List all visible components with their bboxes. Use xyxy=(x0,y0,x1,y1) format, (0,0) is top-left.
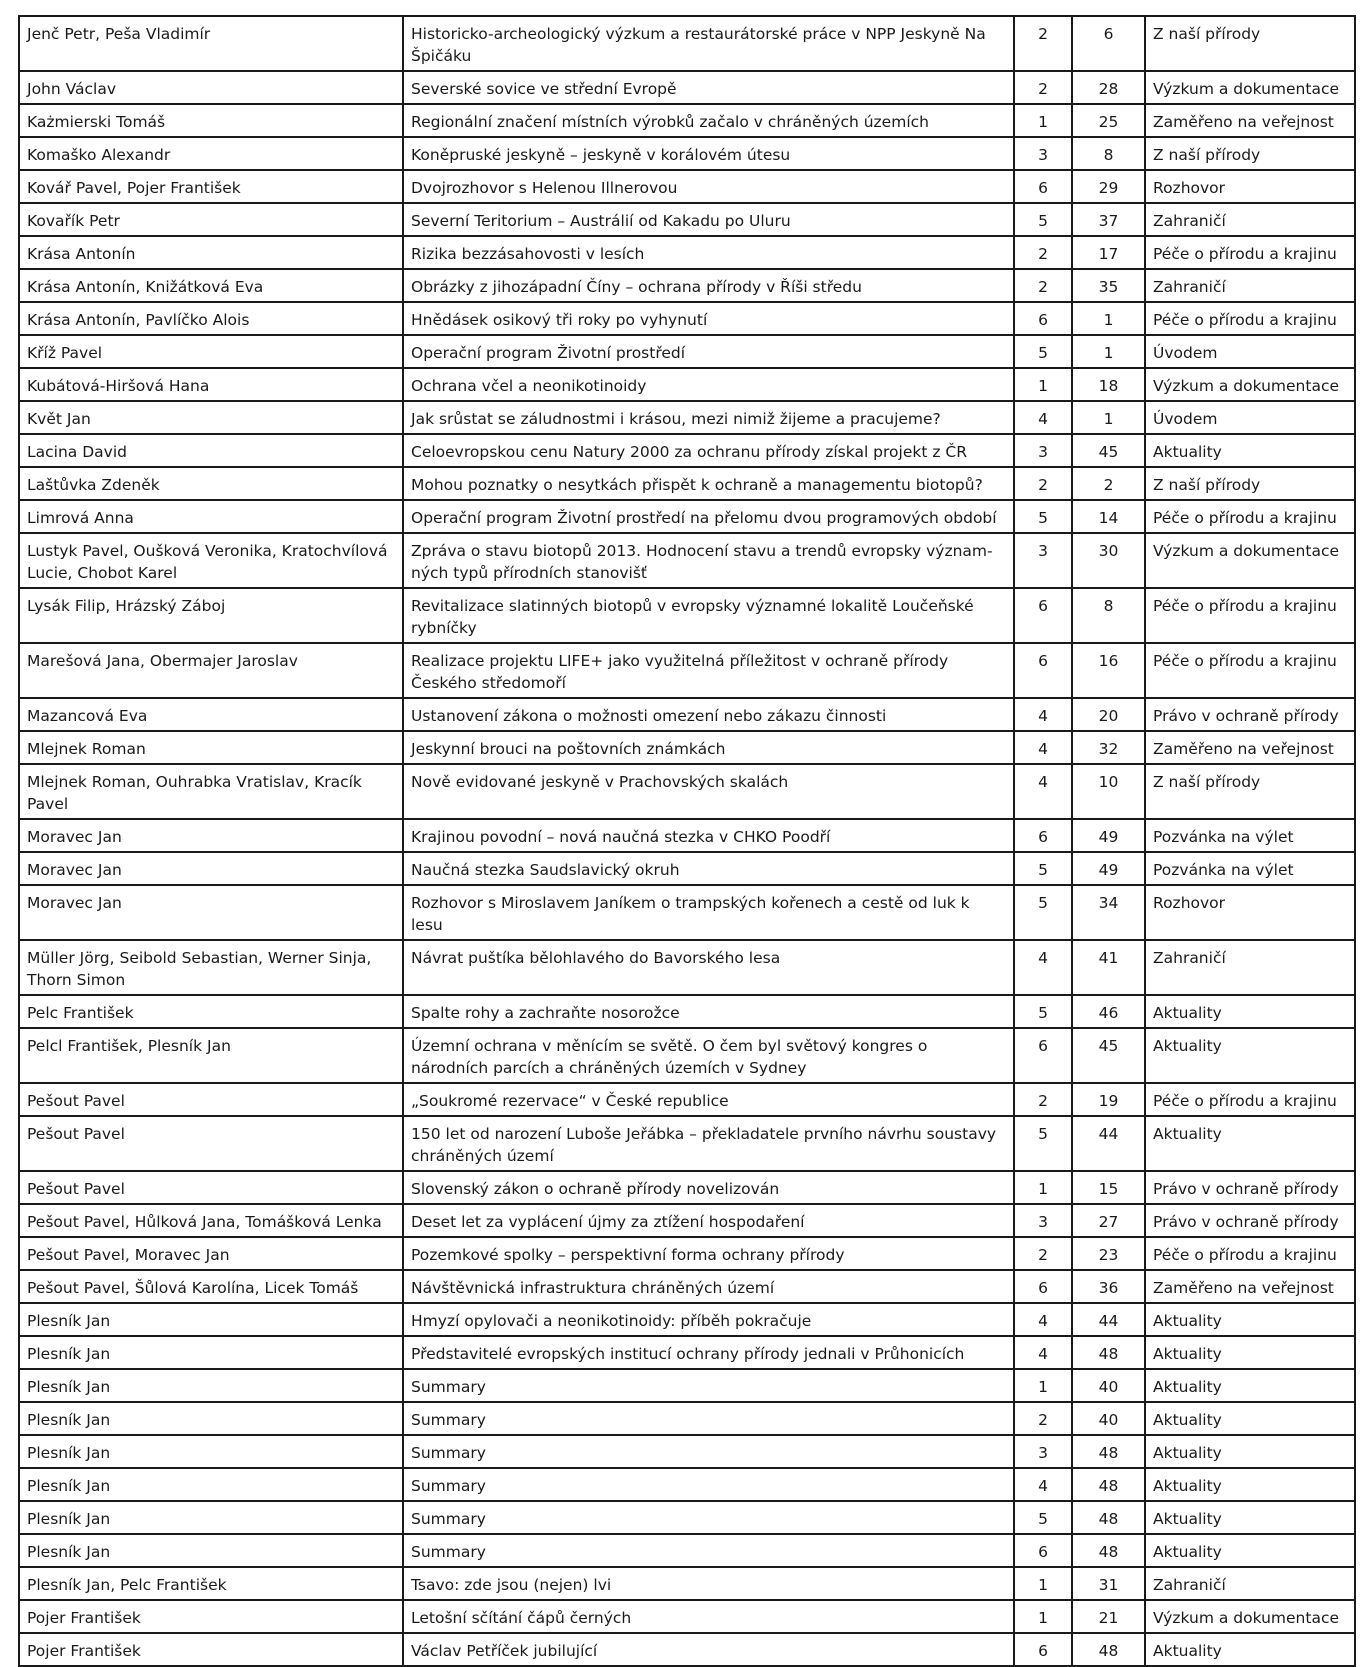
issue-number-cell: 5 xyxy=(1014,500,1072,533)
page-number-cell: 23 xyxy=(1072,1237,1145,1270)
author-cell: Każmierski Tomáš xyxy=(19,104,403,137)
section-cell: Z naší přírody xyxy=(1145,137,1355,170)
issue-number-cell: 6 xyxy=(1014,819,1072,852)
table-row xyxy=(19,236,1355,269)
table-row xyxy=(19,1237,1355,1270)
author-cell: Plesník Jan xyxy=(19,1336,403,1369)
section-cell: Zahraničí xyxy=(1145,940,1355,995)
page-number-cell: 29 xyxy=(1072,170,1145,203)
section-cell: Péče o přírodu a krajinu xyxy=(1145,1237,1355,1270)
title-cell: Návrat puštíka bělohlavého do Bavorského lesa xyxy=(403,940,1014,995)
section-cell: Rozhovor xyxy=(1145,885,1355,940)
table-row xyxy=(19,1468,1355,1501)
table-row xyxy=(19,643,1355,698)
issue-number-cell: 3 xyxy=(1014,137,1072,170)
issue-number-cell: 4 xyxy=(1014,731,1072,764)
title-cell: Územní ochrana v měnícím se světě. O čem byl světový kongres o národních parcích a chráněných územích v Sydney xyxy=(403,1028,1014,1083)
table-row xyxy=(19,1567,1355,1600)
issue-number-cell: 3 xyxy=(1014,1435,1072,1468)
title-cell: Slovenský zákon o ochraně přírody novelizován xyxy=(403,1171,1014,1204)
author-cell: Plesník Jan, Pelc František xyxy=(19,1567,403,1600)
table-row xyxy=(19,1600,1355,1633)
section-cell: Z naší přírody xyxy=(1145,467,1355,500)
author-cell: Pelc František xyxy=(19,995,403,1028)
table-row xyxy=(19,1028,1355,1083)
issue-number-cell: 6 xyxy=(1014,302,1072,335)
page-number-cell: 48 xyxy=(1072,1336,1145,1369)
section-cell: Pozvánka na výlet xyxy=(1145,819,1355,852)
title-cell: Letošní sčítání čápů černých xyxy=(403,1600,1014,1633)
table-row xyxy=(19,434,1355,467)
table-row xyxy=(19,1534,1355,1567)
section-cell: Výzkum a dokumentace xyxy=(1145,1600,1355,1633)
page-number-cell: 1 xyxy=(1072,335,1145,368)
issue-number-cell: 1 xyxy=(1014,1567,1072,1600)
section-cell: Aktuality xyxy=(1145,1402,1355,1435)
author-cell: Kovář Pavel, Pojer František xyxy=(19,170,403,203)
author-cell: Lysák Filip, Hrázský Záboj xyxy=(19,588,403,643)
author-cell: Plesník Jan xyxy=(19,1468,403,1501)
table-row xyxy=(19,1369,1355,1402)
author-cell: Mlejnek Roman xyxy=(19,731,403,764)
page-number-cell: 27 xyxy=(1072,1204,1145,1237)
page-number-cell: 8 xyxy=(1072,588,1145,643)
table-row xyxy=(19,1303,1355,1336)
table-row xyxy=(19,698,1355,731)
issue-number-cell: 6 xyxy=(1014,1028,1072,1083)
author-cell: Květ Jan xyxy=(19,401,403,434)
title-cell: Václav Petříček jubilující xyxy=(403,1633,1014,1666)
table-row xyxy=(19,302,1355,335)
issue-number-cell: 5 xyxy=(1014,335,1072,368)
title-cell: Summary xyxy=(403,1534,1014,1567)
author-cell: Pojer František xyxy=(19,1600,403,1633)
table-row xyxy=(19,1204,1355,1237)
issue-number-cell: 6 xyxy=(1014,643,1072,698)
author-cell: Komaško Alexandr xyxy=(19,137,403,170)
issue-number-cell: 1 xyxy=(1014,104,1072,137)
page-number-cell: 49 xyxy=(1072,852,1145,885)
title-cell: Severské sovice ve střední Evropě xyxy=(403,71,1014,104)
page-number-cell: 19 xyxy=(1072,1083,1145,1116)
title-cell: Obrázky z jihozápadní Číny – ochrana přírody v Říši středu xyxy=(403,269,1014,302)
issue-number-cell: 5 xyxy=(1014,995,1072,1028)
title-cell: Summary xyxy=(403,1468,1014,1501)
issue-number-cell: 4 xyxy=(1014,401,1072,434)
table-row xyxy=(19,1435,1355,1468)
section-cell: Péče o přírodu a krajinu xyxy=(1145,1083,1355,1116)
issue-number-cell: 2 xyxy=(1014,1083,1072,1116)
issue-number-cell: 4 xyxy=(1014,940,1072,995)
page-number-cell: 41 xyxy=(1072,940,1145,995)
section-cell: Právo v ochraně přírody xyxy=(1145,1204,1355,1237)
table-row xyxy=(19,335,1355,368)
issue-number-cell: 2 xyxy=(1014,269,1072,302)
issue-number-cell: 1 xyxy=(1014,1369,1072,1402)
title-cell: Krajinou povodní – nová naučná stezka v CHKO Poodří xyxy=(403,819,1014,852)
page-number-cell: 44 xyxy=(1072,1303,1145,1336)
issue-number-cell: 2 xyxy=(1014,236,1072,269)
table-row xyxy=(19,731,1355,764)
author-cell: Lustyk Pavel, Oušková Veronika, Kratochvílová Lucie, Chobot Karel xyxy=(19,533,403,588)
title-cell: Summary xyxy=(403,1435,1014,1468)
section-cell: Péče o přírodu a krajinu xyxy=(1145,302,1355,335)
page-number-cell: 30 xyxy=(1072,533,1145,588)
articles-index-table xyxy=(18,15,1356,1667)
title-cell: Regionální značení místních výrobků začalo v chráněných územích xyxy=(403,104,1014,137)
author-cell: Moravec Jan xyxy=(19,819,403,852)
page-number-cell: 36 xyxy=(1072,1270,1145,1303)
author-cell: Plesník Jan xyxy=(19,1303,403,1336)
page-number-cell: 14 xyxy=(1072,500,1145,533)
issue-number-cell: 4 xyxy=(1014,764,1072,819)
page-number-cell: 6 xyxy=(1072,16,1145,71)
page-number-cell: 48 xyxy=(1072,1534,1145,1567)
title-cell: Koněpruské jeskyně – jeskyně v korálovém útesu xyxy=(403,137,1014,170)
author-cell: Pelcl František, Plesník Jan xyxy=(19,1028,403,1083)
title-cell: Tsavo: zde jsou (nejen) lvi xyxy=(403,1567,1014,1600)
title-cell: Summary xyxy=(403,1402,1014,1435)
title-cell: Dvojrozhovor s Helenou Illnerovou xyxy=(403,170,1014,203)
table-row xyxy=(19,995,1355,1028)
section-cell: Zaměřeno na veřejnost xyxy=(1145,1270,1355,1303)
section-cell: Péče o přírodu a krajinu xyxy=(1145,588,1355,643)
author-cell: Moravec Jan xyxy=(19,885,403,940)
table-row xyxy=(19,819,1355,852)
issue-number-cell: 5 xyxy=(1014,852,1072,885)
title-cell: Mohou poznatky o nesytkách přispět k ochraně a managementu biotopů? xyxy=(403,467,1014,500)
page-number-cell: 31 xyxy=(1072,1567,1145,1600)
table-row xyxy=(19,203,1355,236)
section-cell: Úvodem xyxy=(1145,401,1355,434)
page-number-cell: 17 xyxy=(1072,236,1145,269)
section-cell: Zaměřeno na veřejnost xyxy=(1145,104,1355,137)
section-cell: Aktuality xyxy=(1145,1336,1355,1369)
page-number-cell: 40 xyxy=(1072,1402,1145,1435)
page-number-cell: 25 xyxy=(1072,104,1145,137)
section-cell: Výzkum a dokumentace xyxy=(1145,71,1355,104)
section-cell: Právo v ochraně přírody xyxy=(1145,698,1355,731)
section-cell: Výzkum a dokumentace xyxy=(1145,533,1355,588)
title-cell: Naučná stezka Saudslavický okruh xyxy=(403,852,1014,885)
issue-number-cell: 5 xyxy=(1014,1501,1072,1534)
author-cell: John Václav xyxy=(19,71,403,104)
title-cell: Deset let za vyplácení újmy za ztížení hospodaření xyxy=(403,1204,1014,1237)
page-number-cell: 45 xyxy=(1072,434,1145,467)
table-body xyxy=(19,16,1355,1666)
title-cell: Historicko-archeologický výzkum a restaurátorské práce v NPP Jeskyně Na Špičáku xyxy=(403,16,1014,71)
title-cell: Operační program Životní prostředí na přelomu dvou programových období xyxy=(403,500,1014,533)
section-cell: Pozvánka na výlet xyxy=(1145,852,1355,885)
table-row xyxy=(19,170,1355,203)
author-cell: Plesník Jan xyxy=(19,1534,403,1567)
section-cell: Aktuality xyxy=(1145,1435,1355,1468)
section-cell: Aktuality xyxy=(1145,1116,1355,1171)
section-cell: Péče o přírodu a krajinu xyxy=(1145,500,1355,533)
table-row xyxy=(19,401,1355,434)
issue-number-cell: 1 xyxy=(1014,1600,1072,1633)
table-row xyxy=(19,1501,1355,1534)
page-number-cell: 48 xyxy=(1072,1468,1145,1501)
table-row xyxy=(19,71,1355,104)
author-cell: Krása Antonín, Knižátková Eva xyxy=(19,269,403,302)
section-cell: Z naší přírody xyxy=(1145,764,1355,819)
title-cell: Summary xyxy=(403,1501,1014,1534)
author-cell: Plesník Jan xyxy=(19,1402,403,1435)
table-row xyxy=(19,368,1355,401)
page-number-cell: 40 xyxy=(1072,1369,1145,1402)
table-row xyxy=(19,467,1355,500)
title-cell: 150 let od narození Luboše Jeřábka – překladatele prvního návrhu soustavy chráněných území xyxy=(403,1116,1014,1171)
issue-number-cell: 6 xyxy=(1014,1534,1072,1567)
page-number-cell: 48 xyxy=(1072,1633,1145,1666)
table-row xyxy=(19,1116,1355,1171)
author-cell: Laštůvka Zdeněk xyxy=(19,467,403,500)
title-cell: Jeskynní brouci na poštovních známkách xyxy=(403,731,1014,764)
issue-number-cell: 2 xyxy=(1014,71,1072,104)
page-number-cell: 35 xyxy=(1072,269,1145,302)
title-cell: Nově evidované jeskyně v Prachovských skalách xyxy=(403,764,1014,819)
author-cell: Pešout Pavel, Šůlová Karolína, Licek Tomáš xyxy=(19,1270,403,1303)
title-cell: Revitalizace slatinných biotopů v evropsky významné lokalitě Loučeňské rybníčky xyxy=(403,588,1014,643)
issue-number-cell: 6 xyxy=(1014,170,1072,203)
page-number-cell: 21 xyxy=(1072,1600,1145,1633)
table-row xyxy=(19,588,1355,643)
author-cell: Moravec Jan xyxy=(19,852,403,885)
title-cell: Hnědásek osikový tři roky po vyhynutí xyxy=(403,302,1014,335)
page-number-cell: 44 xyxy=(1072,1116,1145,1171)
section-cell: Péče o přírodu a krajinu xyxy=(1145,643,1355,698)
table-row xyxy=(19,940,1355,995)
title-cell: Celoevropskou cenu Natury 2000 za ochranu přírody získal projekt z ČR xyxy=(403,434,1014,467)
page-number-cell: 1 xyxy=(1072,401,1145,434)
table-row xyxy=(19,852,1355,885)
issue-number-cell: 1 xyxy=(1014,368,1072,401)
section-cell: Aktuality xyxy=(1145,1468,1355,1501)
page-number-cell: 37 xyxy=(1072,203,1145,236)
author-cell: Krása Antonín xyxy=(19,236,403,269)
section-cell: Zaměřeno na veřejnost xyxy=(1145,731,1355,764)
issue-number-cell: 2 xyxy=(1014,1402,1072,1435)
section-cell: Aktuality xyxy=(1145,1028,1355,1083)
title-cell: „Soukromé rezervace“ v České republice xyxy=(403,1083,1014,1116)
table-row xyxy=(19,533,1355,588)
author-cell: Plesník Jan xyxy=(19,1369,403,1402)
page-number-cell: 45 xyxy=(1072,1028,1145,1083)
table-row xyxy=(19,1633,1355,1666)
table-row xyxy=(19,1270,1355,1303)
issue-number-cell: 6 xyxy=(1014,1270,1072,1303)
issue-number-cell: 4 xyxy=(1014,1336,1072,1369)
page-number-cell: 49 xyxy=(1072,819,1145,852)
author-cell: Plesník Jan xyxy=(19,1501,403,1534)
title-cell: Návštěvnická infrastruktura chráněných území xyxy=(403,1270,1014,1303)
page-number-cell: 2 xyxy=(1072,467,1145,500)
page-number-cell: 32 xyxy=(1072,731,1145,764)
section-cell: Aktuality xyxy=(1145,1303,1355,1336)
author-cell: Marešová Jana, Obermajer Jaroslav xyxy=(19,643,403,698)
title-cell: Operační program Životní prostředí xyxy=(403,335,1014,368)
title-cell: Rozhovor s Miroslavem Janíkem o trampských kořenech a cestě od luk k lesu xyxy=(403,885,1014,940)
author-cell: Pešout Pavel, Moravec Jan xyxy=(19,1237,403,1270)
title-cell: Ochrana včel a neonikotinoidy xyxy=(403,368,1014,401)
author-cell: Pešout Pavel xyxy=(19,1083,403,1116)
page-number-cell: 48 xyxy=(1072,1435,1145,1468)
title-cell: Realizace projektu LIFE+ jako využitelná příležitost v ochraně přírody Českého středomoří xyxy=(403,643,1014,698)
section-cell: Úvodem xyxy=(1145,335,1355,368)
title-cell: Ustanovení zákona o možnosti omezení nebo zákazu činnosti xyxy=(403,698,1014,731)
page-number-cell: 18 xyxy=(1072,368,1145,401)
issue-number-cell: 5 xyxy=(1014,203,1072,236)
title-cell: Rizika bezzásahovosti v lesích xyxy=(403,236,1014,269)
table-row xyxy=(19,885,1355,940)
author-cell: Jenč Petr, Peša Vladimír xyxy=(19,16,403,71)
author-cell: Pešout Pavel xyxy=(19,1116,403,1171)
section-cell: Zahraničí xyxy=(1145,203,1355,236)
table-row xyxy=(19,16,1355,71)
title-cell: Zpráva o stavu biotopů 2013. Hodnocení stavu a trendů evropsky významných typů přírodních stanovišť xyxy=(403,533,1014,588)
author-cell: Pešout Pavel, Hůlková Jana, Tomášková Lenka xyxy=(19,1204,403,1237)
issue-number-cell: 4 xyxy=(1014,1468,1072,1501)
table-row xyxy=(19,1171,1355,1204)
author-cell: Pešout Pavel xyxy=(19,1171,403,1204)
author-cell: Müller Jörg, Seibold Sebastian, Werner Sinja, Thorn Simon xyxy=(19,940,403,995)
author-cell: Krása Antonín, Pavlíčko Alois xyxy=(19,302,403,335)
page-number-cell: 15 xyxy=(1072,1171,1145,1204)
issue-number-cell: 2 xyxy=(1014,467,1072,500)
table-row xyxy=(19,1336,1355,1369)
page-number-cell: 20 xyxy=(1072,698,1145,731)
table-row xyxy=(19,500,1355,533)
issue-number-cell: 2 xyxy=(1014,16,1072,71)
page-number-cell: 48 xyxy=(1072,1501,1145,1534)
section-cell: Zahraničí xyxy=(1145,269,1355,302)
section-cell: Aktuality xyxy=(1145,1534,1355,1567)
page-number-cell: 46 xyxy=(1072,995,1145,1028)
page-number-cell: 10 xyxy=(1072,764,1145,819)
section-cell: Rozhovor xyxy=(1145,170,1355,203)
issue-number-cell: 4 xyxy=(1014,1303,1072,1336)
table-row xyxy=(19,269,1355,302)
author-cell: Pojer František xyxy=(19,1633,403,1666)
issue-number-cell: 3 xyxy=(1014,533,1072,588)
table-row xyxy=(19,1402,1355,1435)
title-cell: Pozemkové spolky – perspektivní forma ochrany přírody xyxy=(403,1237,1014,1270)
title-cell: Spalte rohy a zachraňte nosorožce xyxy=(403,995,1014,1028)
issue-number-cell: 3 xyxy=(1014,434,1072,467)
title-cell: Jak srůstat se záludnostmi i krásou, mezi nimiž žijeme a pracujeme? xyxy=(403,401,1014,434)
issue-number-cell: 6 xyxy=(1014,1633,1072,1666)
section-cell: Aktuality xyxy=(1145,1369,1355,1402)
author-cell: Kubátová-Hiršová Hana xyxy=(19,368,403,401)
issue-number-cell: 1 xyxy=(1014,1171,1072,1204)
table-row xyxy=(19,1083,1355,1116)
section-cell: Aktuality xyxy=(1145,1633,1355,1666)
author-cell: Mlejnek Roman, Ouhrabka Vratislav, Kracík Pavel xyxy=(19,764,403,819)
author-cell: Plesník Jan xyxy=(19,1435,403,1468)
author-cell: Mazancová Eva xyxy=(19,698,403,731)
page-number-cell: 8 xyxy=(1072,137,1145,170)
section-cell: Výzkum a dokumentace xyxy=(1145,368,1355,401)
issue-number-cell: 5 xyxy=(1014,885,1072,940)
table-row xyxy=(19,137,1355,170)
page-number-cell: 16 xyxy=(1072,643,1145,698)
page-number-cell: 28 xyxy=(1072,71,1145,104)
issue-number-cell: 2 xyxy=(1014,1237,1072,1270)
section-cell: Právo v ochraně přírody xyxy=(1145,1171,1355,1204)
issue-number-cell: 6 xyxy=(1014,588,1072,643)
title-cell: Summary xyxy=(403,1369,1014,1402)
author-cell: Lacina David xyxy=(19,434,403,467)
issue-number-cell: 3 xyxy=(1014,1204,1072,1237)
section-cell: Aktuality xyxy=(1145,995,1355,1028)
section-cell: Péče o přírodu a krajinu xyxy=(1145,236,1355,269)
title-cell: Představitelé evropských institucí ochrany přírody jednali v Průhonicích xyxy=(403,1336,1014,1369)
table-row xyxy=(19,764,1355,819)
table-row xyxy=(19,104,1355,137)
section-cell: Zahraničí xyxy=(1145,1567,1355,1600)
issue-number-cell: 5 xyxy=(1014,1116,1072,1171)
title-cell: Severní Teritorium – Austrálií od Kakadu po Uluru xyxy=(403,203,1014,236)
issue-number-cell: 4 xyxy=(1014,698,1072,731)
author-cell: Kovařík Petr xyxy=(19,203,403,236)
section-cell: Aktuality xyxy=(1145,1501,1355,1534)
author-cell: Limrová Anna xyxy=(19,500,403,533)
page-number-cell: 1 xyxy=(1072,302,1145,335)
section-cell: Z naší přírody xyxy=(1145,16,1355,71)
title-cell: Hmyzí opylovači a neonikotinoidy: příběh pokračuje xyxy=(403,1303,1014,1336)
page-number-cell: 34 xyxy=(1072,885,1145,940)
section-cell: Aktuality xyxy=(1145,434,1355,467)
author-cell: Kříž Pavel xyxy=(19,335,403,368)
